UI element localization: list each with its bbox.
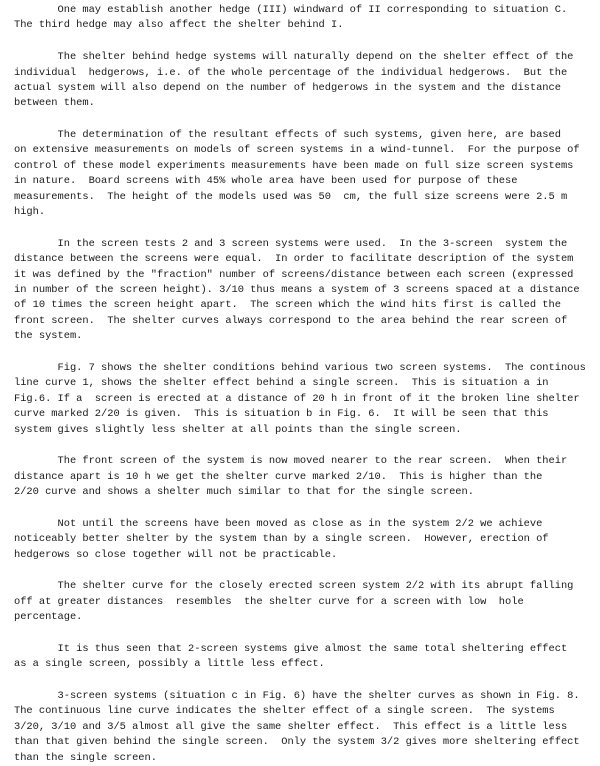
- paragraph-front-screen: [14, 454, 592, 500]
- text-line: than the single screen.: [14, 751, 157, 764]
- paragraph-three-screen-systems: [14, 689, 592, 766]
- text-line: line curve 1, shows the shelter effect behind a single screen. This is situation a in: [14, 377, 549, 390]
- text-line: of 10 times the screen height apart. The screen which the wind hits first is called the: [14, 299, 561, 312]
- text-line: front screen. The shelter curves always correspond to the area behind the rear screen of: [14, 314, 568, 327]
- paragraph-close-screens: [14, 517, 592, 563]
- text-line: system gives slightly less shelter at all points than the single screen.: [14, 423, 462, 436]
- text-line: high.: [14, 206, 46, 219]
- paragraph-screen-tests: [14, 237, 592, 345]
- text-line: on extensive measurements on models of screen systems in a wind-tunnel. For the purpose of: [14, 144, 580, 157]
- text-line: as a single screen, possibly a little less effect.: [14, 658, 325, 671]
- text-line: 3-screen systems (situation c in Fig. 6) have the shelter curves as shown in Fig. 8.: [14, 689, 580, 702]
- paragraph-third-hedge: [14, 3, 592, 34]
- text-line: noticeably better shelter by the system than by a single screen. However, erection of: [14, 533, 549, 546]
- text-line: actual system will also depend on the number of hedgerows in the system and the distance: [14, 81, 561, 94]
- text-line: The shelter curve for the closely erected screen system 2/2 with its abrupt falling: [14, 580, 574, 593]
- text-line: measurements. The height of the models used was 50 cm, the full size screens were 2.5 m: [14, 190, 568, 203]
- text-line: percentage.: [14, 611, 83, 624]
- text-line: distance apart is 10 h we get the shelter curve marked 2/10. This is higher than the: [14, 470, 543, 483]
- text-line: control of these model experiments measurements have been made on full size screen systems: [14, 159, 574, 172]
- text-line: between them.: [14, 97, 95, 110]
- text-line: individual hedgerows, i.e. of the whole percentage of the individual hedgerows. But the: [14, 66, 568, 79]
- text-line: in nature. Board screens with 45% whole area have been used for purpose of these: [14, 175, 518, 188]
- paragraph-measurements: [14, 128, 592, 220]
- text-line: It is thus seen that 2-screen systems give almost the same total sheltering effect: [14, 642, 568, 655]
- text-line: One may establish another hedge (III) windward of II corresponding to situation C.: [14, 4, 568, 16]
- text-line: it was defined by the "fraction" number of screens/distance between each screen (expressed: [14, 268, 574, 281]
- text-line: The continuous line curve indicates the shelter effect of a single screen. The systems: [14, 705, 555, 718]
- text-line: Fig.6. If a screen is erected at a distance of 20 h in front of it the broken line shelter: [14, 392, 580, 405]
- text-line: 2/20 curve and shows a shelter much similar to that for the single screen.: [14, 486, 474, 499]
- paragraph-fig7: [14, 361, 592, 438]
- text-line: curve marked 2/20 is given. This is situation b in Fig. 6. It will be seen that this: [14, 408, 549, 421]
- text-line: 3/20, 3/10 and 3/5 almost all give the same shelter effect. This effect is a little less: [14, 720, 568, 733]
- text-line: hedgerows so close together will not be practicable.: [14, 548, 338, 561]
- text-line: The determination of the resultant effects of such systems, given here, are based: [14, 129, 561, 142]
- text-line: The shelter behind hedge systems will naturally depend on the shelter effect of the: [14, 51, 574, 64]
- text-line: than that given behind the single screen. Only the system 3/2 gives more sheltering effect: [14, 736, 580, 749]
- text-line: Fig. 7 shows the shelter conditions behind various two screen systems. The continous: [14, 361, 586, 374]
- paragraph-shelter-curve: [14, 579, 592, 625]
- text-line: Not until the screens have been moved as close as in the system 2/2 we achieve: [14, 517, 543, 530]
- text-line: distance between the screens were equal. In order to facilitate description of the system: [14, 253, 574, 266]
- text-line: The third hedge may also affect the shelter behind I.: [14, 19, 344, 32]
- text-line: the system.: [14, 330, 83, 343]
- paragraph-two-screen-summary: [14, 642, 592, 673]
- text-line: off at greater distances resembles the shelter curve for a screen with low hole: [14, 595, 524, 608]
- text-line: In the screen tests 2 and 3 screen systems were used. In the 3-screen system the: [14, 237, 568, 250]
- text-line: The front screen of the system is now moved nearer to the rear screen. When their: [14, 455, 568, 468]
- text-line: in number of the screen height). 3/10 thus means a system of 3 screens spaced at a distance: [14, 283, 580, 296]
- paragraph-hedge-systems: [14, 50, 592, 112]
